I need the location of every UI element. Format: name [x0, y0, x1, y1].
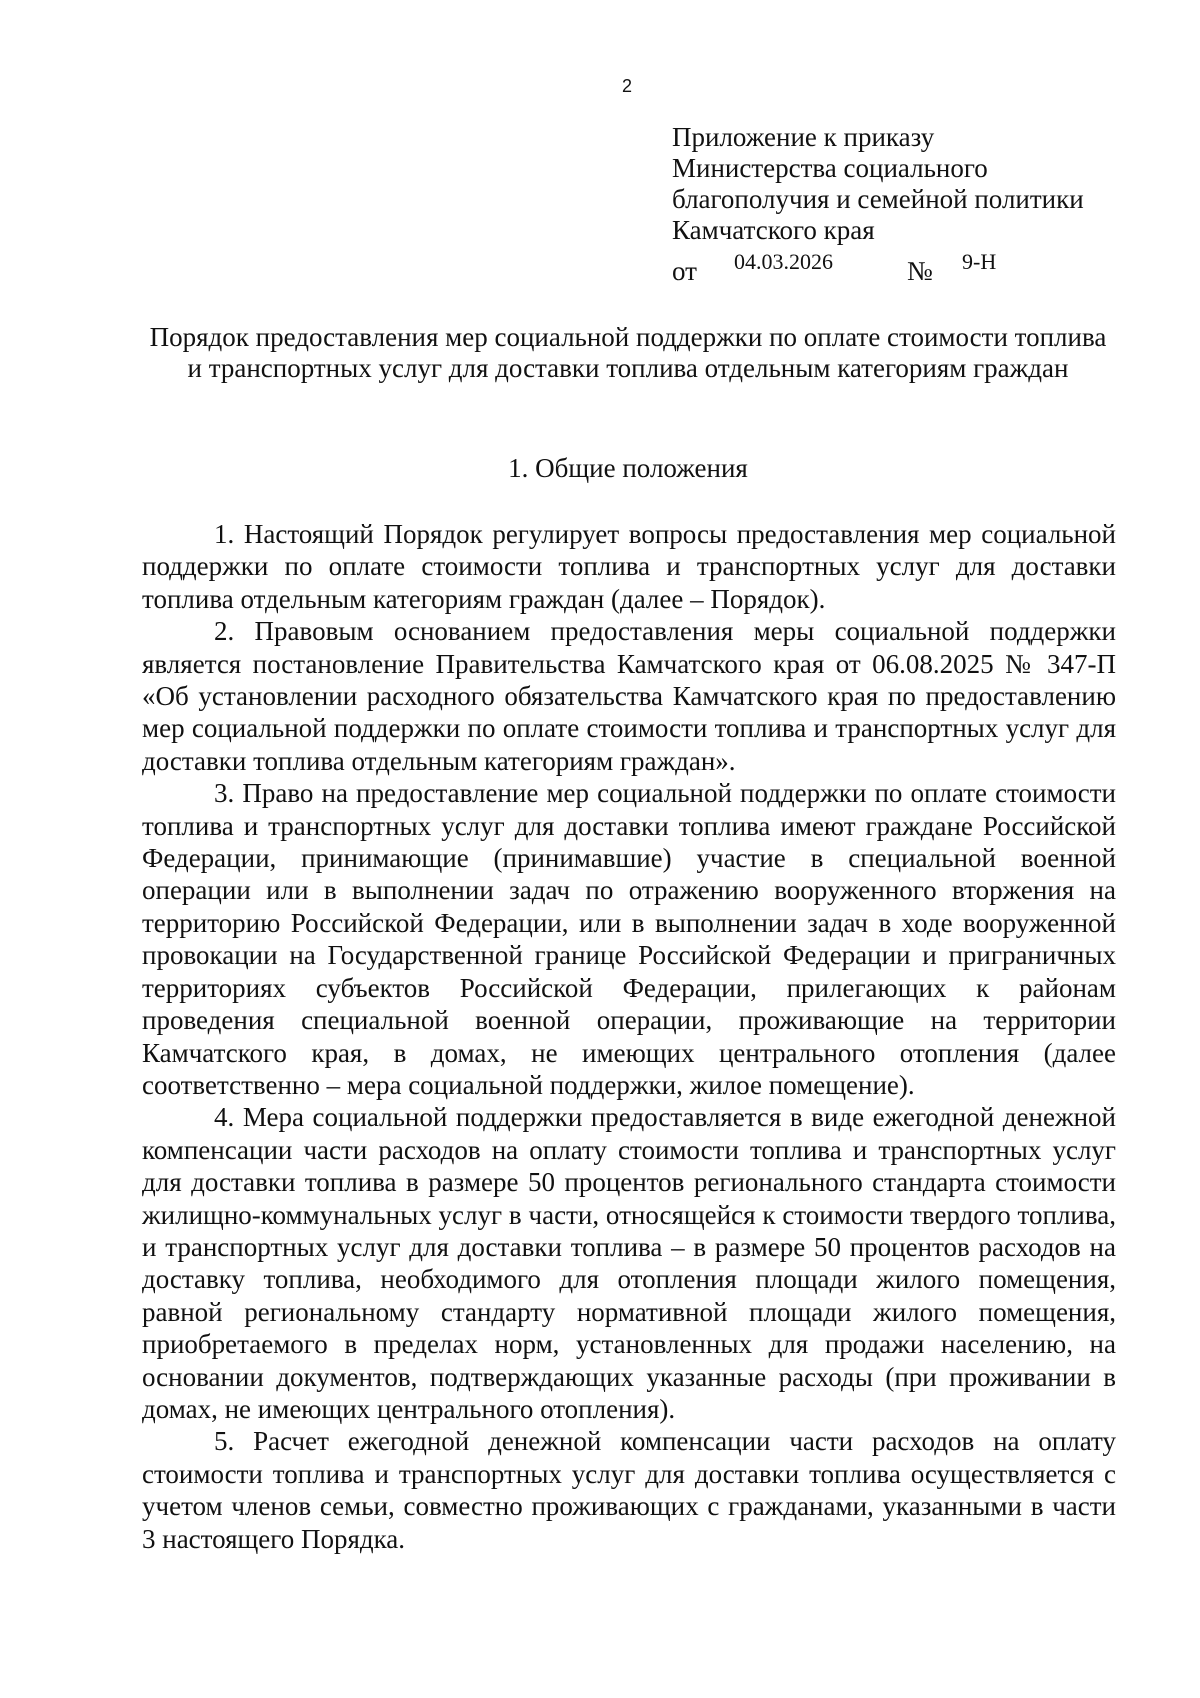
annex-line: Камчатского края — [672, 215, 875, 245]
paragraph-4: 4. Мера социальной поддержки предоставляется в виде ежегодной денежной компенсации части расходов на оплату стоимости топлива и транспортных услуг для доставки топлива в размере 50 процентов регионального стандарта стоимости жилищно-коммунальных услуг в части, относящейся к стоимости твердого топлива, и транспортных услуг для доставки топлива – в размере 50 процентов расходов на доставку топлива, необходимого для отопления площади жилого помещения, равной региональному стандарту нормативной площади жилого помещения, приобретаемого в пределах норм, установленных для продажи населению, на основании документов, подтверждающих указанные расходы (при проживании в домах, не имеющих центрального отопления). — [142, 1102, 1116, 1424]
annex-line: Приложение к приказу — [672, 122, 935, 152]
paragraph-2: 2. Правовым основанием предоставления меры социальной поддержки является постановление Правительства Камчатского края от 06.08.2025 № 347-П «Об установлении расходного обязательства Камчатского края по предоставлению мер социальной поддержки по оплате стоимости топлива и транспортных услуг для доставки топлива отдельным категориям граждан». — [142, 616, 1116, 776]
date-label: от — [672, 256, 697, 286]
paragraph-3: 3. Право на предоставление мер социальной поддержки по оплате стоимости топлива и транспортных услуг для доставки топлива имеют граждане Российской Федерации, принимающие (принимавшие) участие в специальной военной операции или в выполнении задач по отражению вооруженного вторжения на территорию Российской Федерации, или в выполнении задач в ходе вооруженной провокации на Государственной границе Российской Федерации и приграничных территориях субъектов Российской Федерации, прилегающих к районам проведения специальной военной операции, проживающие на территории Камчатского края, в домах, не имеющих центрального отопления (далее соответственно – мера социальной поддержки, жилое помещение). — [142, 778, 1116, 1100]
date-value: 04.03.2026 — [734, 249, 833, 274]
annex-line: Министерства социального — [672, 153, 988, 183]
paragraph-5: 5. Расчет ежегодной денежной компенсации части расходов на оплату стоимости топлива и транспортных услуг для доставки топлива осуществляется с учетом членов семьи, совместно проживающих с гражданами, указанными в части 3 настоящего Порядка. — [142, 1426, 1116, 1554]
document-body — [142, 518, 1116, 1555]
paragraph-1: 1. Настоящий Порядок регулирует вопросы предоставления мер социальной поддержки по оплате стоимости топлива и транспортных услуг для доставки топлива отдельным категориям граждан (далее – Порядок). — [142, 519, 1116, 614]
annex-line: благополучия и семейной политики — [672, 184, 1084, 214]
annex-header — [672, 122, 1084, 286]
annex-date-row — [672, 246, 1084, 286]
section-title: 1. Общие положения — [508, 453, 748, 483]
document-title: Порядок предоставления мер социальной поддержки по оплате стоимости топлива и транспортных услуг для доставки топлива отдельным категориям граждан — [149, 322, 1107, 383]
page-number: 2 — [621, 76, 632, 96]
number-value: 9-Н — [962, 249, 997, 274]
number-label: № — [907, 256, 933, 286]
